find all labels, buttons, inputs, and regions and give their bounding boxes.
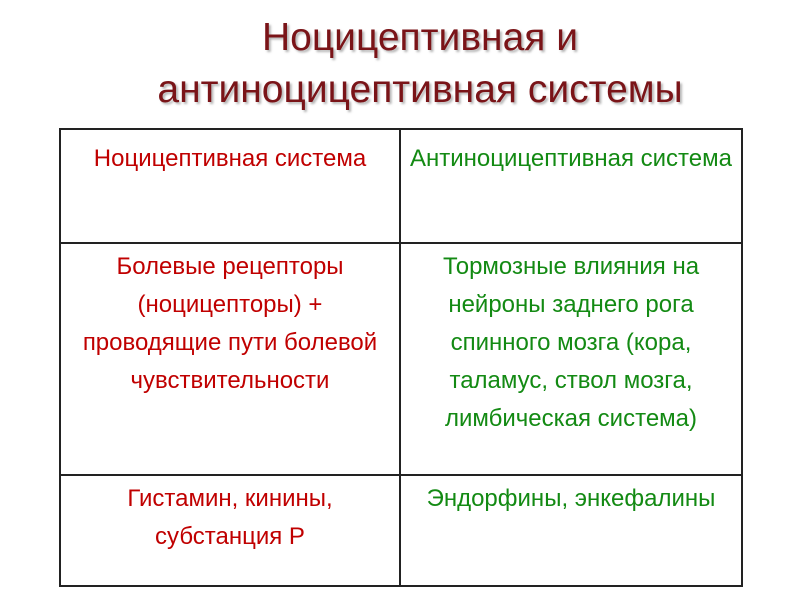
table-row xyxy=(60,243,742,475)
comparison-table xyxy=(59,128,743,587)
header-cell-nociceptive: Ноцицептивная система xyxy=(60,129,400,243)
cell-nociceptive-mediators: Гистамин, кинины, субстанция Р xyxy=(60,475,400,586)
slide-title-line-2: антиноцицептивная системы xyxy=(157,68,683,111)
header-cell-antinociceptive: Антиноцицептивная система xyxy=(400,129,742,243)
cell-antinociceptive-components: Тормозные влияния на нейроны заднего рога спинного мозга (кора, таламус, ствол мозга, лимбическая система) xyxy=(400,243,742,475)
table-row xyxy=(60,475,742,586)
cell-antinociceptive-mediators: Эндорфины, энкефалины xyxy=(400,475,742,586)
table-row xyxy=(60,129,742,243)
cell-nociceptive-components: Болевые рецепторы (ноцицепторы) + проводящие пути болевой чувствительности xyxy=(60,243,400,475)
slide-title xyxy=(0,12,800,116)
slide-title-line-1: Ноцицептивная и xyxy=(261,16,579,59)
